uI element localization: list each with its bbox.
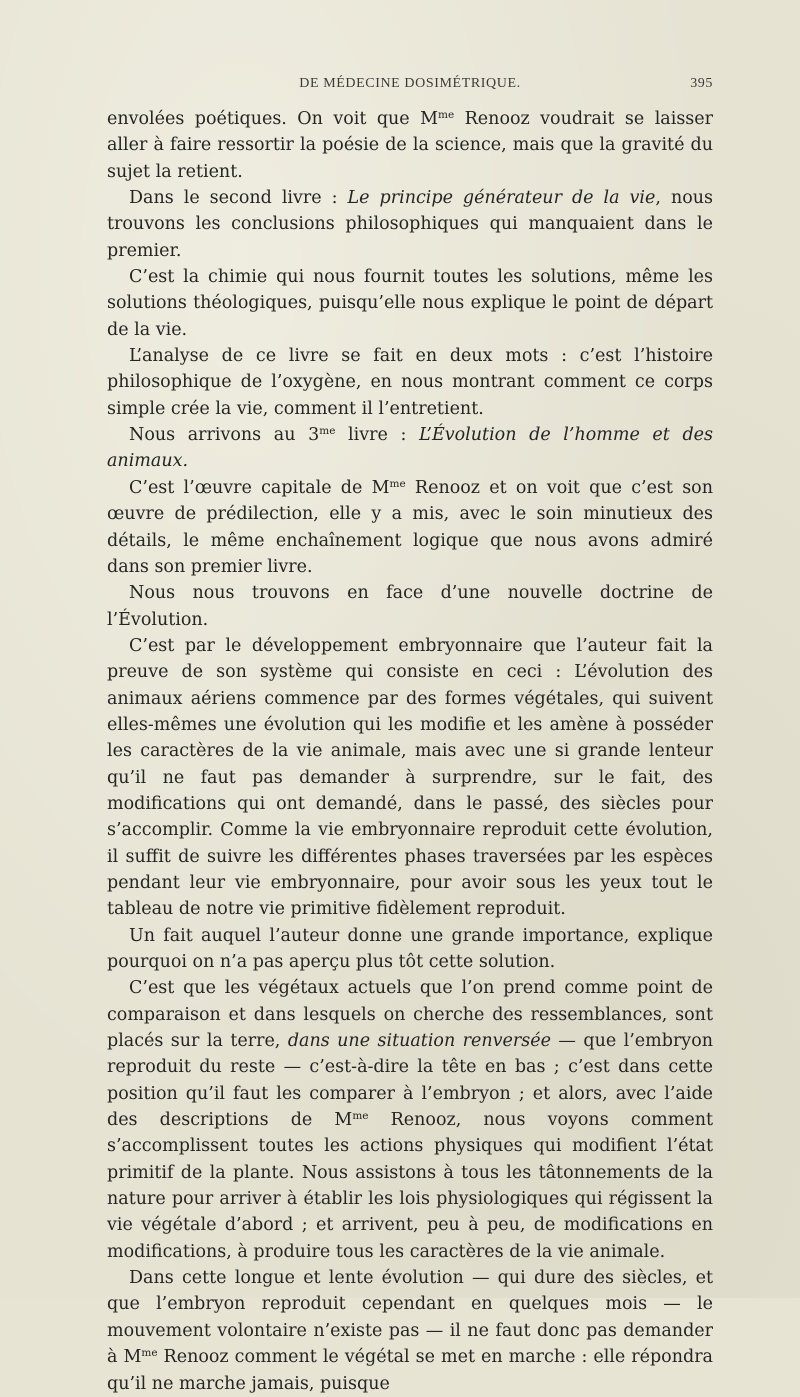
text-run: Nous nous trouvons en face d’une nouvelle doctrine de l’Évolution. [107, 583, 713, 630]
text-run: Renooz voudrait se laisser aller à faire ressortir la poésie de la science, mais que la gravité du sujet la retient. [107, 109, 713, 182]
paragraph [107, 975, 713, 1265]
text-run: Nous arrivons au 3 [129, 425, 320, 446]
paragraph [107, 923, 713, 976]
paragraph [107, 580, 713, 633]
body-text [107, 106, 713, 1397]
superscript: me [389, 477, 406, 490]
text-run: Dans cette longue et lente évolution — qui dure des siècles, et que l’embryon reproduit cependant en quelques mois — le mouvement volontaire n’existe pas — il ne faut donc pas demander à M [107, 1268, 713, 1368]
running-head [107, 76, 713, 96]
text-run: Un fait auquel l’auteur donne une grande importance, explique pourquoi on n’a pas aperçu plus tôt cette solution. [107, 925, 713, 972]
text-run: Renooz et on voit que c’est son œuvre de prédilection, elle y a mis, avec le soin minutieux des détails, le même enchaînement logique que nous avons admiré dans son premier livre. [107, 477, 713, 577]
italic-text: Le principe générateur de la vie [347, 188, 656, 209]
paragraph [107, 422, 713, 475]
text-run: livre : [335, 425, 419, 446]
text-run: Renooz comment le végétal se met en marche : elle répondra qu’il ne marche jamais, puisque [107, 1347, 713, 1394]
text-run: C’est par le développement embryonnaire que l’auteur fait la preuve de son système qui consiste en ceci : L’évolution des animaux aériens commence par des formes végétales, qui suivent elles-mêmes une évolution qui les modifie et les amène à posséder les caractères de la vie animale, mais avec une si grande lenteur qu’il ne faut pas demander à surprendre, sur le fait, des modifications qui ont demandé, dans le passé, des siècles pour s’accomplir. Comme la vie embryonnaire reproduit cette évolution, il suffit de suivre les différentes phases traversées par les espèces pendant leur vie embryonnaire, pour avoir sous les yeux tout le tableau de notre vie primitive fidèlement reproduit. [107, 635, 713, 920]
paragraph [107, 475, 713, 580]
text-run: L’analyse de ce livre se fait en deux mots : c’est l’histoire philosophique de l’oxygène, en nous montrant comment ce corps simple crée la vie, comment il l’entretient. [107, 346, 713, 419]
paragraph [107, 264, 713, 343]
text-run: Renooz, nous voyons comment s’accomplissent toutes les actions physiques qui modifient l’état primitif de la plante. Nous assistons à tous les tâtonnements de la nature pour arriver à établir les lois physiologiques qui régissent la vie végétale d’abord ; et arrivent, peu à peu, de modifications en modifications, à produire tous les caractères de la vie animale. [107, 1110, 713, 1262]
superscript: me [352, 1110, 369, 1123]
text-run: , nous trouvons les conclusions philosophiques qui manquaient dans le premier. [107, 188, 714, 261]
page-number: 395 [690, 76, 713, 91]
paragraph [107, 1265, 713, 1397]
superscript: me [438, 109, 455, 121]
text-run: C’est que les végétaux actuels que l’on prend comme point de comparaison et dans lesquels on cherche des ressemblances, sont placés sur la terre, [107, 978, 713, 1052]
text-run: C’est la chimie qui nous fournit toutes les solutions, même les solutions théologiques, puisqu’elle nous explique le point de départ de la vie. [107, 267, 713, 340]
paragraph [107, 185, 713, 264]
paragraph [107, 343, 713, 422]
italic-text: L’Évolution de l’homme et des animaux. [107, 425, 713, 472]
text-run: C’est l’œuvre capitale de M [129, 477, 390, 498]
text-run: Dans le second livre : [129, 188, 348, 209]
superscript: me [141, 1347, 158, 1360]
superscript: me [319, 425, 336, 438]
text-run: envolées poétiques. On voit que M [107, 109, 439, 129]
running-title: DE MÉDECINE DOSIMÉTRIQUE. [299, 76, 521, 91]
paragraph [107, 106, 713, 185]
paragraph [107, 633, 713, 923]
text-run: — que l’embryon reproduit du reste — c’est-à-dire la tête en bas ; c’est dans cette position qu’il faut les comparer à l’embryon ; et alors, avec l’aide des descriptions de M [107, 1031, 714, 1131]
italic-text: dans une situation renversée [287, 1031, 551, 1052]
